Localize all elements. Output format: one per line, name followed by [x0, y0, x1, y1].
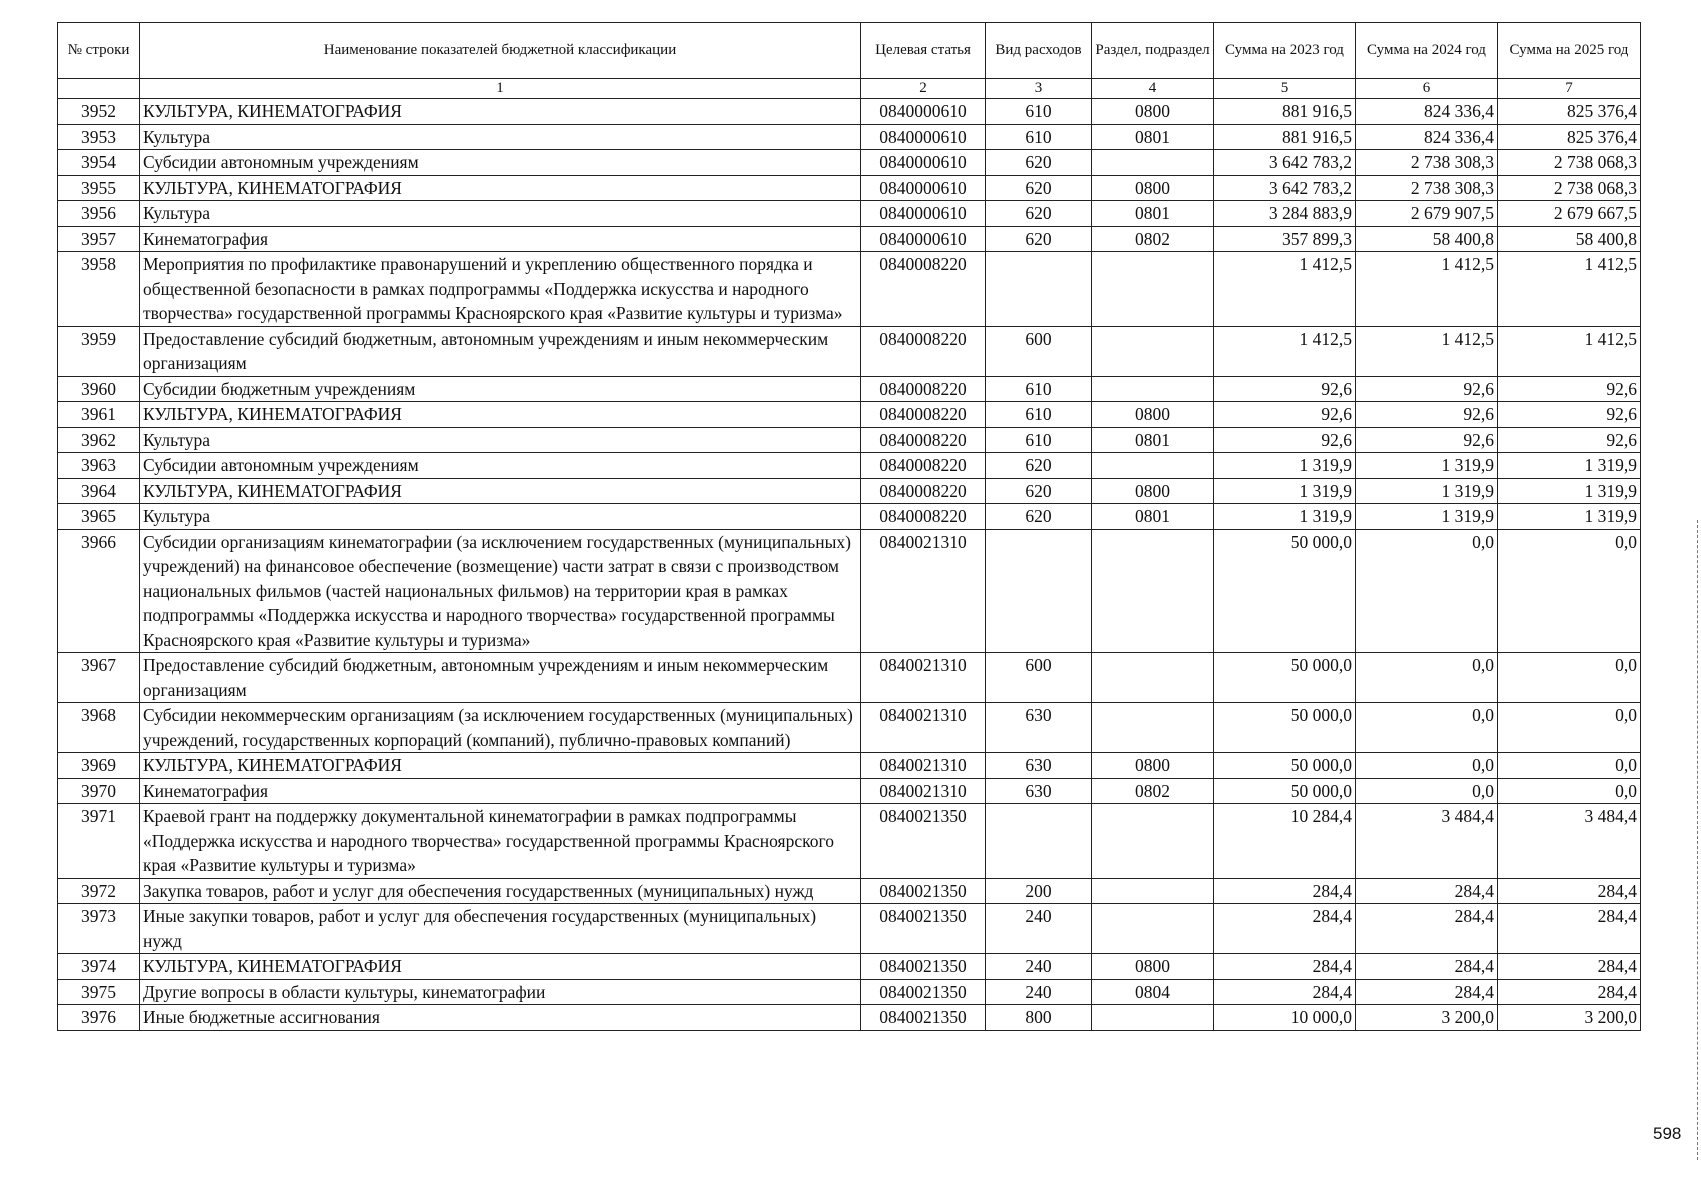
row-sum-2024-cell: 0,0: [1356, 778, 1498, 804]
row-sum-2025-cell: 284,4: [1498, 904, 1641, 954]
row-sum-2023-cell: 881 916,5: [1214, 99, 1356, 125]
scan-edge-mark: [1697, 520, 1700, 1160]
table-row: [58, 753, 1641, 779]
row-target-code-cell: 0840000610: [861, 150, 986, 176]
table-header-row: [58, 23, 1641, 79]
table-row: [58, 804, 1641, 879]
row-number-cell: 3967: [58, 653, 140, 703]
row-razdel-cell: 0800: [1092, 175, 1214, 201]
header-sum-2025: Сумма на 2025 год: [1498, 23, 1641, 79]
row-name-cell: КУЛЬТУРА, КИНЕМАТОГРАФИЯ: [140, 175, 861, 201]
row-vid-cell: 620: [986, 175, 1092, 201]
row-sum-2025-cell: 58 400,8: [1498, 226, 1641, 252]
row-sum-2023-cell: 50 000,0: [1214, 529, 1356, 653]
row-sum-2025-cell: 92,6: [1498, 402, 1641, 428]
row-number-cell: 3955: [58, 175, 140, 201]
table-row: [58, 453, 1641, 479]
row-target-code-cell: 0840008220: [861, 252, 986, 327]
row-razdel-cell: [1092, 703, 1214, 753]
row-number-cell: 3957: [58, 226, 140, 252]
row-name-cell: Закупка товаров, работ и услуг для обеспечения государственных (муниципальных) нужд: [140, 878, 861, 904]
row-name-cell: Субсидии некоммерческим организациям (за исключением государственных (муниципальных) учреждений, государственных корпораций (компаний), публично-правовых компаний): [140, 703, 861, 753]
row-vid-cell: 610: [986, 376, 1092, 402]
column-number-row: [58, 79, 1641, 99]
row-target-code-cell: 0840021310: [861, 753, 986, 779]
row-sum-2025-cell: 1 412,5: [1498, 252, 1641, 327]
row-number-cell: 3973: [58, 904, 140, 954]
table-row: [58, 478, 1641, 504]
row-vid-cell: 600: [986, 653, 1092, 703]
table-row: [58, 175, 1641, 201]
row-target-code-cell: 0840000610: [861, 175, 986, 201]
row-target-code-cell: 0840021350: [861, 904, 986, 954]
row-vid-cell: 620: [986, 201, 1092, 227]
row-vid-cell: 200: [986, 878, 1092, 904]
row-target-code-cell: 0840008220: [861, 478, 986, 504]
row-target-code-cell: 0840021310: [861, 653, 986, 703]
row-target-code-cell: 0840021310: [861, 529, 986, 653]
row-vid-cell: [986, 804, 1092, 879]
row-name-cell: Мероприятия по профилактике правонарушений и укреплению общественного порядка и общественной безопасности в рамках подпрограммы «Поддержка искусства и народного творчества» государственной программы Красноярского края «Развитие культуры и туризма»: [140, 252, 861, 327]
row-target-code-cell: 0840000610: [861, 99, 986, 125]
table-row: [58, 124, 1641, 150]
page-number: 598: [1653, 1124, 1682, 1143]
row-sum-2024-cell: 3 200,0: [1356, 1005, 1498, 1031]
table-row: [58, 529, 1641, 653]
col-number: 5: [1214, 79, 1356, 99]
row-name-cell: Кинематография: [140, 226, 861, 252]
row-sum-2023-cell: 1 319,9: [1214, 504, 1356, 530]
row-sum-2023-cell: 50 000,0: [1214, 703, 1356, 753]
row-sum-2023-cell: 3 284 883,9: [1214, 201, 1356, 227]
row-number-cell: 3952: [58, 99, 140, 125]
row-sum-2024-cell: 58 400,8: [1356, 226, 1498, 252]
row-name-cell: Культура: [140, 124, 861, 150]
row-number-cell: 3968: [58, 703, 140, 753]
row-sum-2023-cell: 284,4: [1214, 878, 1356, 904]
row-sum-2025-cell: 3 200,0: [1498, 1005, 1641, 1031]
row-name-cell: Субсидии автономным учреждениям: [140, 150, 861, 176]
row-name-cell: Культура: [140, 427, 861, 453]
budget-table: [57, 22, 1641, 1031]
row-sum-2023-cell: 1 412,5: [1214, 326, 1356, 376]
row-sum-2025-cell: 0,0: [1498, 753, 1641, 779]
row-name-cell: Иные закупки товаров, работ и услуг для обеспечения государственных (муниципальных) нужд: [140, 904, 861, 954]
row-razdel-cell: 0801: [1092, 427, 1214, 453]
row-razdel-cell: [1092, 376, 1214, 402]
row-number-cell: 3972: [58, 878, 140, 904]
row-sum-2023-cell: 284,4: [1214, 979, 1356, 1005]
table-row: [58, 226, 1641, 252]
row-sum-2024-cell: 1 319,9: [1356, 504, 1498, 530]
row-target-code-cell: 0840021350: [861, 954, 986, 980]
row-number-cell: 3959: [58, 326, 140, 376]
row-sum-2025-cell: 284,4: [1498, 878, 1641, 904]
row-sum-2025-cell: 1 412,5: [1498, 326, 1641, 376]
row-target-code-cell: 0840021310: [861, 703, 986, 753]
row-sum-2025-cell: 284,4: [1498, 979, 1641, 1005]
row-sum-2025-cell: 92,6: [1498, 376, 1641, 402]
table-row: [58, 99, 1641, 125]
row-razdel-cell: [1092, 529, 1214, 653]
row-number-cell: 3956: [58, 201, 140, 227]
row-name-cell: Субсидии автономным учреждениям: [140, 453, 861, 479]
row-vid-cell: 240: [986, 954, 1092, 980]
row-sum-2024-cell: 284,4: [1356, 954, 1498, 980]
row-target-code-cell: 0840000610: [861, 201, 986, 227]
row-sum-2023-cell: 92,6: [1214, 376, 1356, 402]
table-row: [58, 252, 1641, 327]
row-razdel-cell: [1092, 804, 1214, 879]
row-sum-2025-cell: 825 376,4: [1498, 99, 1641, 125]
col-number: 1: [140, 79, 861, 99]
row-sum-2024-cell: 1 319,9: [1356, 453, 1498, 479]
row-name-cell: Кинематография: [140, 778, 861, 804]
row-vid-cell: 610: [986, 99, 1092, 125]
header-sum-2023: Сумма на 2023 год: [1214, 23, 1356, 79]
table-row: [58, 326, 1641, 376]
table-row: [58, 878, 1641, 904]
row-sum-2024-cell: 284,4: [1356, 904, 1498, 954]
row-vid-cell: 610: [986, 427, 1092, 453]
table-row: [58, 703, 1641, 753]
row-sum-2024-cell: 0,0: [1356, 753, 1498, 779]
row-name-cell: Иные бюджетные ассигнования: [140, 1005, 861, 1031]
row-target-code-cell: 0840000610: [861, 124, 986, 150]
row-number-cell: 3965: [58, 504, 140, 530]
row-vid-cell: 240: [986, 904, 1092, 954]
row-sum-2023-cell: 50 000,0: [1214, 778, 1356, 804]
row-vid-cell: 630: [986, 753, 1092, 779]
row-number-cell: 3966: [58, 529, 140, 653]
table-row: [58, 904, 1641, 954]
row-sum-2023-cell: 10 000,0: [1214, 1005, 1356, 1031]
col-number: 3: [986, 79, 1092, 99]
table-row: [58, 504, 1641, 530]
row-sum-2024-cell: 2 679 907,5: [1356, 201, 1498, 227]
row-target-code-cell: 0840008220: [861, 504, 986, 530]
row-vid-cell: 630: [986, 703, 1092, 753]
row-number-cell: 3963: [58, 453, 140, 479]
header-vid: Вид расходов: [986, 23, 1092, 79]
row-sum-2025-cell: 2 679 667,5: [1498, 201, 1641, 227]
row-name-cell: КУЛЬТУРА, КИНЕМАТОГРАФИЯ: [140, 954, 861, 980]
row-razdel-cell: 0800: [1092, 99, 1214, 125]
row-sum-2024-cell: 92,6: [1356, 376, 1498, 402]
row-sum-2025-cell: 3 484,4: [1498, 804, 1641, 879]
row-sum-2024-cell: 0,0: [1356, 653, 1498, 703]
row-razdel-cell: 0800: [1092, 753, 1214, 779]
row-name-cell: КУЛЬТУРА, КИНЕМАТОГРАФИЯ: [140, 753, 861, 779]
row-number-cell: 3961: [58, 402, 140, 428]
header-name: Наименование показателей бюджетной классификации: [140, 23, 861, 79]
row-name-cell: Предоставление субсидий бюджетным, автономным учреждениям и иным некоммерческим организациям: [140, 326, 861, 376]
row-sum-2023-cell: 357 899,3: [1214, 226, 1356, 252]
row-target-code-cell: 0840008220: [861, 376, 986, 402]
row-sum-2024-cell: 3 484,4: [1356, 804, 1498, 879]
row-number-cell: 3960: [58, 376, 140, 402]
row-sum-2025-cell: 825 376,4: [1498, 124, 1641, 150]
row-razdel-cell: 0800: [1092, 402, 1214, 428]
row-razdel-cell: [1092, 252, 1214, 327]
row-vid-cell: 620: [986, 453, 1092, 479]
row-vid-cell: 630: [986, 778, 1092, 804]
row-vid-cell: 610: [986, 124, 1092, 150]
row-name-cell: Культура: [140, 504, 861, 530]
row-target-code-cell: 0840008220: [861, 326, 986, 376]
row-name-cell: Субсидии организациям кинематографии (за исключением государственных (муниципальных) учреждений) на финансовое обеспечение (возмещение) части затрат в связи с производством национальных фильмов (частей национальных фильмов) на территории края в рамках подпрограммы «Поддержка искусства и народного творчества» государственной программы Красноярского края «Развитие культуры и туризма»: [140, 529, 861, 653]
row-sum-2025-cell: 1 319,9: [1498, 504, 1641, 530]
row-razdel-cell: 0802: [1092, 778, 1214, 804]
row-vid-cell: 620: [986, 150, 1092, 176]
row-razdel-cell: 0801: [1092, 124, 1214, 150]
table-row: [58, 1005, 1641, 1031]
row-vid-cell: 240: [986, 979, 1092, 1005]
table-row: [58, 778, 1641, 804]
row-number-cell: 3976: [58, 1005, 140, 1031]
row-sum-2025-cell: 92,6: [1498, 427, 1641, 453]
row-vid-cell: 800: [986, 1005, 1092, 1031]
row-number-cell: 3969: [58, 753, 140, 779]
row-sum-2023-cell: 50 000,0: [1214, 653, 1356, 703]
row-sum-2024-cell: 1 319,9: [1356, 478, 1498, 504]
row-sum-2025-cell: 0,0: [1498, 778, 1641, 804]
row-sum-2024-cell: 824 336,4: [1356, 124, 1498, 150]
row-number-cell: 3964: [58, 478, 140, 504]
row-razdel-cell: [1092, 878, 1214, 904]
row-sum-2025-cell: 2 738 068,3: [1498, 150, 1641, 176]
row-vid-cell: 620: [986, 478, 1092, 504]
row-razdel-cell: [1092, 1005, 1214, 1031]
row-sum-2025-cell: 284,4: [1498, 954, 1641, 980]
header-row-no: № строки: [58, 23, 140, 79]
row-sum-2024-cell: 92,6: [1356, 402, 1498, 428]
row-sum-2025-cell: 1 319,9: [1498, 453, 1641, 479]
row-target-code-cell: 0840021350: [861, 878, 986, 904]
table-row: [58, 150, 1641, 176]
table-row: [58, 376, 1641, 402]
table-body: [58, 99, 1641, 1031]
row-sum-2025-cell: 1 319,9: [1498, 478, 1641, 504]
row-razdel-cell: 0801: [1092, 504, 1214, 530]
table-row: [58, 201, 1641, 227]
row-razdel-cell: [1092, 326, 1214, 376]
col-number: 2: [861, 79, 986, 99]
row-razdel-cell: 0800: [1092, 954, 1214, 980]
row-sum-2023-cell: 10 284,4: [1214, 804, 1356, 879]
row-sum-2024-cell: 2 738 308,3: [1356, 150, 1498, 176]
row-razdel-cell: 0804: [1092, 979, 1214, 1005]
row-sum-2025-cell: 0,0: [1498, 653, 1641, 703]
row-number-cell: 3953: [58, 124, 140, 150]
row-name-cell: КУЛЬТУРА, КИНЕМАТОГРАФИЯ: [140, 478, 861, 504]
table-row: [58, 402, 1641, 428]
header-target: Целевая статья: [861, 23, 986, 79]
table-row: [58, 954, 1641, 980]
col-number: 7: [1498, 79, 1641, 99]
row-target-code-cell: 0840021350: [861, 979, 986, 1005]
row-target-code-cell: 0840008220: [861, 453, 986, 479]
row-name-cell: Краевой грант на поддержку документальной кинематографии в рамках подпрограммы «Поддержка искусства и народного творчества» государственной программы Красноярского края «Развитие культуры и туризма»: [140, 804, 861, 879]
row-sum-2023-cell: 1 412,5: [1214, 252, 1356, 327]
header-razdel: Раздел, подраздел: [1092, 23, 1214, 79]
row-number-cell: 3971: [58, 804, 140, 879]
row-name-cell: Другие вопросы в области культуры, кинематографии: [140, 979, 861, 1005]
row-sum-2024-cell: 284,4: [1356, 878, 1498, 904]
row-vid-cell: 600: [986, 326, 1092, 376]
row-target-code-cell: 0840021350: [861, 1005, 986, 1031]
row-razdel-cell: 0801: [1092, 201, 1214, 227]
row-sum-2023-cell: 284,4: [1214, 904, 1356, 954]
col-number: [58, 79, 140, 99]
row-sum-2024-cell: 92,6: [1356, 427, 1498, 453]
row-number-cell: 3954: [58, 150, 140, 176]
row-sum-2024-cell: 0,0: [1356, 529, 1498, 653]
row-vid-cell: 620: [986, 504, 1092, 530]
row-sum-2023-cell: 1 319,9: [1214, 478, 1356, 504]
row-sum-2023-cell: 50 000,0: [1214, 753, 1356, 779]
header-sum-2024: Сумма на 2024 год: [1356, 23, 1498, 79]
col-number: 4: [1092, 79, 1214, 99]
row-sum-2024-cell: 284,4: [1356, 979, 1498, 1005]
row-target-code-cell: 0840008220: [861, 427, 986, 453]
row-razdel-cell: 0800: [1092, 478, 1214, 504]
row-sum-2024-cell: 1 412,5: [1356, 252, 1498, 327]
row-number-cell: 3970: [58, 778, 140, 804]
row-razdel-cell: [1092, 453, 1214, 479]
row-sum-2023-cell: 3 642 783,2: [1214, 150, 1356, 176]
row-name-cell: Субсидии бюджетным учреждениям: [140, 376, 861, 402]
row-sum-2024-cell: 2 738 308,3: [1356, 175, 1498, 201]
row-name-cell: Предоставление субсидий бюджетным, автономным учреждениям и иным некоммерческим организациям: [140, 653, 861, 703]
row-sum-2023-cell: 3 642 783,2: [1214, 175, 1356, 201]
row-razdel-cell: [1092, 150, 1214, 176]
row-sum-2025-cell: 2 738 068,3: [1498, 175, 1641, 201]
row-vid-cell: 610: [986, 402, 1092, 428]
row-sum-2023-cell: 284,4: [1214, 954, 1356, 980]
table-row: [58, 979, 1641, 1005]
row-number-cell: 3962: [58, 427, 140, 453]
row-razdel-cell: 0802: [1092, 226, 1214, 252]
row-vid-cell: [986, 529, 1092, 653]
table-row: [58, 427, 1641, 453]
row-sum-2023-cell: 1 319,9: [1214, 453, 1356, 479]
row-sum-2023-cell: 92,6: [1214, 427, 1356, 453]
row-sum-2025-cell: 0,0: [1498, 529, 1641, 653]
row-sum-2025-cell: 0,0: [1498, 703, 1641, 753]
row-target-code-cell: 0840008220: [861, 402, 986, 428]
row-sum-2024-cell: 824 336,4: [1356, 99, 1498, 125]
row-sum-2024-cell: 0,0: [1356, 703, 1498, 753]
row-number-cell: 3975: [58, 979, 140, 1005]
row-target-code-cell: 0840021310: [861, 778, 986, 804]
row-target-code-cell: 0840021350: [861, 804, 986, 879]
row-number-cell: 3974: [58, 954, 140, 980]
row-sum-2023-cell: 881 916,5: [1214, 124, 1356, 150]
row-name-cell: Культура: [140, 201, 861, 227]
row-number-cell: 3958: [58, 252, 140, 327]
row-sum-2023-cell: 92,6: [1214, 402, 1356, 428]
row-razdel-cell: [1092, 653, 1214, 703]
row-name-cell: КУЛЬТУРА, КИНЕМАТОГРАФИЯ: [140, 99, 861, 125]
col-number: 6: [1356, 79, 1498, 99]
row-target-code-cell: 0840000610: [861, 226, 986, 252]
row-vid-cell: [986, 252, 1092, 327]
row-name-cell: КУЛЬТУРА, КИНЕМАТОГРАФИЯ: [140, 402, 861, 428]
row-vid-cell: 620: [986, 226, 1092, 252]
row-sum-2024-cell: 1 412,5: [1356, 326, 1498, 376]
table-row: [58, 653, 1641, 703]
row-razdel-cell: [1092, 904, 1214, 954]
